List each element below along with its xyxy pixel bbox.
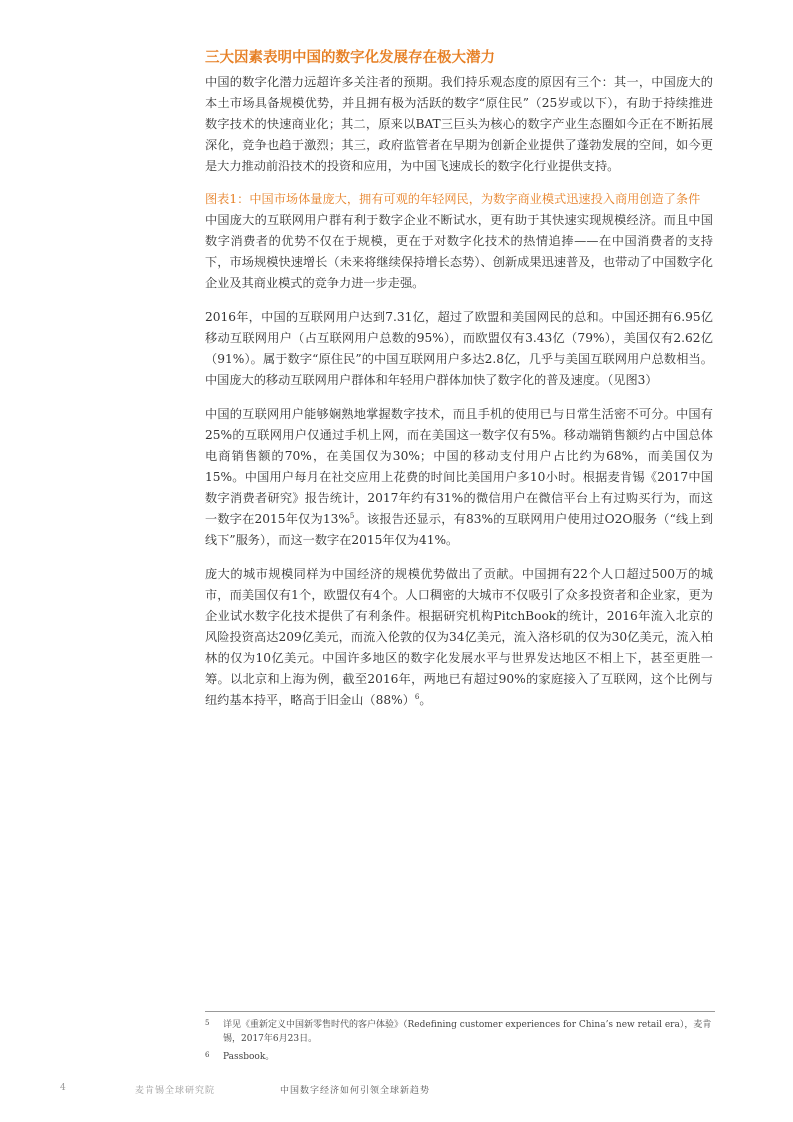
footnote-number: 6 <box>205 1051 210 1059</box>
paragraph-1: 中国庞大的互联网用户群有利于数字企业不断试水，更有助于其快速实现规模经济。而且中国数字消费者的优势不仅在于规模，更在于对数字化技术的热情追捧——在中国消费者的支持下，市场规模快速增长（未来将继续保持增长态势）、创新成果迅速普及，也带动了中国数字化企业及其商业模式的竞争力进一步走强。 <box>205 213 713 290</box>
paragraph-4-text-a: 庞大的城市规模同样为中国经济的规模优势做出了贡献。中国拥有22个人口超过500万的城市，而美国仅有1个，欧盟仅有4个。人口稠密的大城市不仅吸引了众多投资者和企业家，更为企业试水数字化技术提供了有利条件。根据研究机构PitchBook的统计，2016年流入北京的风险投资高达209亿美元，而流入伦敦的仅为34亿美元，流入洛杉矶的仅为30亿美元，流入柏林的仅为10亿美元。中国许多地区的数字化发展水平与世界发达地区不相上下，甚至更胜一筹。以北京和上海为例，截至2016年，两地已有超过90%的家庭接入了互联网，这个比例与纽约基本持平，略高于旧金山（88%） <box>205 567 713 707</box>
footnote-6 <box>205 1050 715 1064</box>
paragraph-4-text-b: 。 <box>419 693 432 707</box>
page-number: 4 <box>60 1083 66 1093</box>
footnote-ref-5[interactable]: 5 <box>349 511 355 520</box>
footnote-text: 详见《重新定义中国新零售时代的客户体验》（Redefining customer experiences for China’s new retail era），麦肯锡，2017年6月23日。 <box>223 1020 712 1044</box>
footnote-ref-6[interactable]: 6 <box>414 692 420 701</box>
paragraph-3 <box>205 404 713 551</box>
paragraph-2: 2016年，中国的互联网用户达到7.31亿，超过了欧盟和美国网民的总和。中国还拥有6.95亿移动互联网用户（占互联网用户总数的95%），而欧盟仅有3.43亿（79%），美国仅有2.62亿（91%）。属于数字“原住民”的中国互联网用户多达2.8亿，几乎与美国互联网用户总数相当。中国庞大的移动互联网用户群体和年轻用户群体加快了数字化的普及速度。（见图3） <box>205 310 713 387</box>
section-title: 三大因素表明中国的数字化发展存在极大潜力 <box>205 50 495 66</box>
footnote-number: 5 <box>205 1019 210 1027</box>
footnote-divider <box>205 1011 715 1012</box>
paragraph-3-text-a: 中国的互联网用户能够娴熟地掌握数字技术，而且手机的使用已与日常生活密不可分。中国有25%的互联网用户仅通过手机上网，而在美国这一数字仅有5%。移动端销售额约占中国总体电商销售额的70%，在美国仅为30%；中国的移动支付用户占比约为68%，而美国仅为15%。中国用户每月在社交应用上花费的时间比美国用户多10小时。根据麦肯锡《2017中国数字消费者研究》报告统计，2017年约有31%的微信用户在微信平台上有过购买行为，而这一数字在2015年仅为13% <box>205 407 713 526</box>
footnote-5 <box>205 1018 715 1046</box>
footnote-text: Passbook。 <box>223 1052 275 1062</box>
footnotes <box>205 1018 715 1068</box>
figure-caption: 图表1：中国市场体量庞大，拥有可观的年轻网民，为数字商业模式迅速投入商用创造了条件 <box>205 192 701 206</box>
paragraph-4 <box>205 564 713 711</box>
footer-report-title: 中国数字经济如何引领全球新趋势 <box>280 1086 431 1096</box>
intro-paragraph: 中国的数字化潜力远超许多关注者的预期。我们持乐观态度的原因有三个：其一，中国庞大的本土市场具备规模优势，并且拥有极为活跃的数字“原住民”（25岁或以下），有助于持续推进数字技术的快速商业化；其二，原来以BAT三巨头为核心的数字产业生态圈如今正在不断拓展深化，竞争也趋于激烈；其三，政府监管者在早期为创新企业提供了蓬勃发展的空间，如今更是大力推动前沿技术的投资和应用，为中国飞速成长的数字化行业提供支持。 <box>205 75 713 173</box>
footer-organization: 麦肯锡全球研究院 <box>135 1086 216 1096</box>
main-content <box>205 48 713 711</box>
paragraph-3-text-b: 。该报告还显示，有83%的互联网用户使用过O2O服务（“线上到线下”服务），而这一数字在2015年仅为41%。 <box>205 512 713 547</box>
